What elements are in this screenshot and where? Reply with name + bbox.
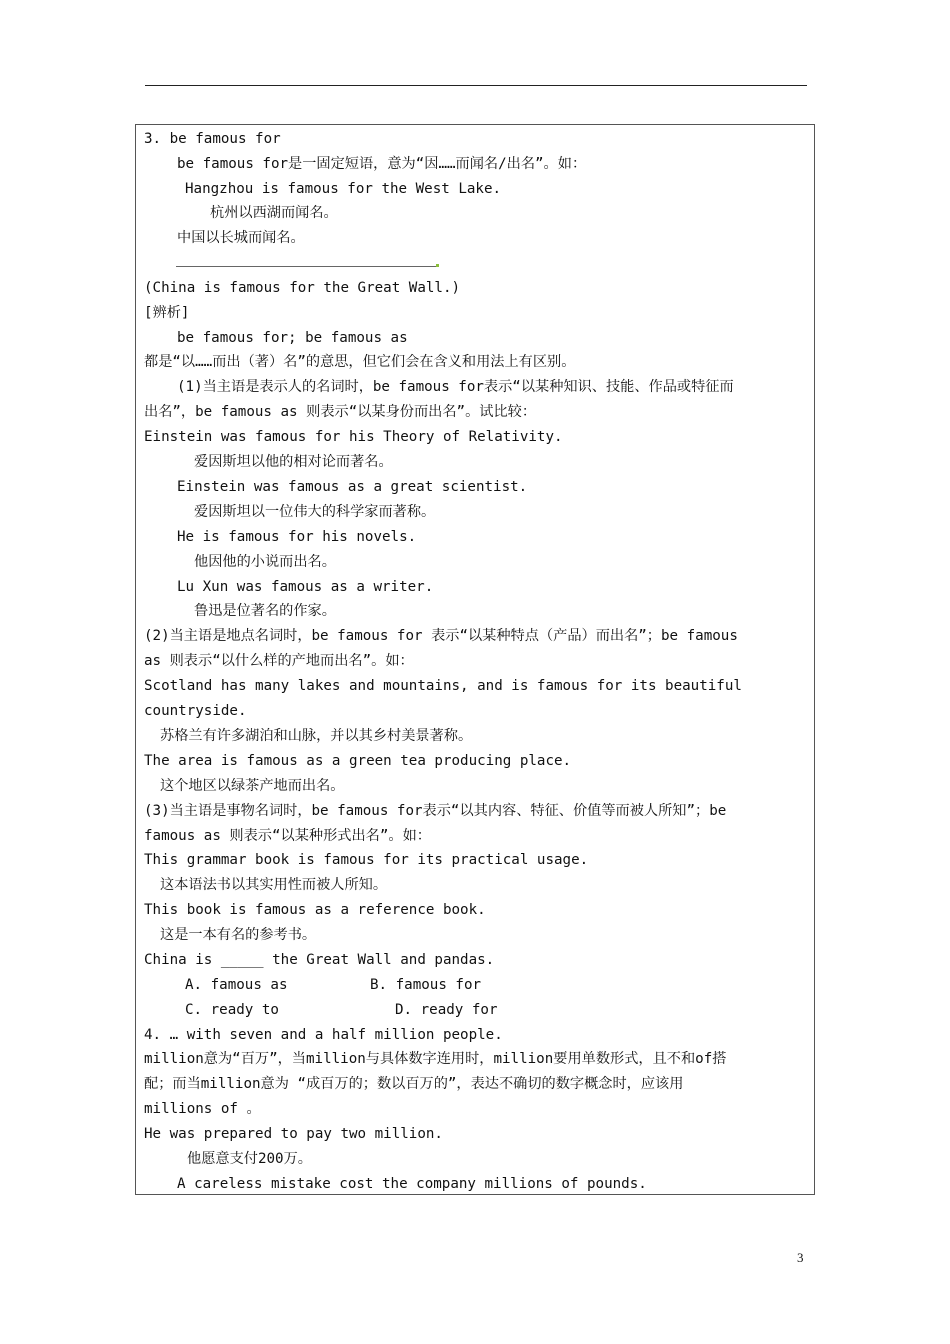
text-line: 爱因斯坦以一位伟大的科学家而著称。 [194,504,436,520]
text-line: He is famous for his novels. [177,529,417,545]
text-line: 这个地区以绿茶产地而出名。 [160,778,345,794]
text-line: This grammar book is famous for its practical usage. [144,852,589,868]
text-line: D. ready for [395,1002,498,1018]
text-line: [辨析] [144,305,190,321]
text-line: A. famous as [185,977,288,993]
text-line: countryside. [144,703,247,719]
header-rule [145,85,807,86]
text-line: millions of 。 [144,1101,261,1117]
text-line: famous as 则表示“以某种形式出名”。如： [144,828,431,844]
text-line: Scotland has many lakes and mountains, and is famous for its beautiful [144,678,742,694]
text-line: Einstein was famous as a great scientist. [177,479,528,495]
text-line: 3. be famous for [144,131,281,147]
text-line: 中国以长城而闻名。 [177,230,305,246]
text-line: (2)当主语是地点名词时，be famous for 表示“以某种特点（产品）而出名”；be famous [144,628,738,644]
text-line: B. famous for [370,977,482,993]
text-line: 都是“以……而出（著）名”的意思，但它们会在含义和用法上有区别。 [144,354,576,370]
text-line: Lu Xun was famous as a writer. [177,579,434,595]
text-line: 出名”，be famous as 则表示“以某身份而出名”。试比较： [144,404,537,420]
text-line: 苏格兰有许多湖泊和山脉，并以其乡村美景著称。 [160,728,473,744]
text-line: 配；而当million意为 “成百万的；数以百万的”，表达不确切的数字概念时，应该用 [144,1076,684,1092]
text-line: be famous for是一固定短语，意为“因……而闻名/出名”。如： [177,156,587,172]
text-line: C. ready to [185,1002,279,1018]
text-line: (1)当主语是表示人的名词时，be famous for表示“以某种知识、技能、作品或特征而 [177,379,734,395]
text-line: (3)当主语是事物名词时，be famous for表示“以其内容、特征、价值等而被人所知”；be [144,803,727,819]
text-line: This book is famous as a reference book. [144,902,486,918]
text-line: 这本语法书以其实用性而被人所知。 [160,877,388,893]
text-line: 他因他的小说而出名。 [194,554,336,570]
text-line: The area is famous as a green tea producing place. [144,753,572,769]
text-line: (China is famous for the Great Wall.) [144,280,461,296]
text-line: A careless mistake cost the company millions of pounds. [177,1176,647,1192]
text-line: He was prepared to pay two million. [144,1126,443,1142]
text-line: China is _____ the Great Wall and pandas. [144,952,495,968]
answer-blank-marker [436,264,439,267]
text-line: Einstein was famous for his Theory of Relativity. [144,429,563,445]
page-number: 3 [797,1250,804,1265]
answer-blank-line [176,266,438,267]
text-line: be famous for; be famous as [177,330,408,346]
text-line: 4. … with seven and a half million people. [144,1027,503,1043]
text-line: as 则表示“以什么样的产地而出名”。如： [144,653,414,669]
text-line: Hangzhou is famous for the West Lake. [185,181,502,197]
text-line: 鲁迅是位著名的作家。 [194,603,336,619]
text-line: 爱因斯坦以他的相对论而著名。 [194,454,393,470]
text-line: 他愿意支付200万。 [187,1151,312,1167]
text-line: 这是一本有名的参考书。 [160,927,317,943]
text-line: 杭州以西湖而闻名。 [210,205,338,221]
text-line: million意为“百万”，当million与具体数字连用时，million要用单数形式，且不和of搭 [144,1051,727,1067]
